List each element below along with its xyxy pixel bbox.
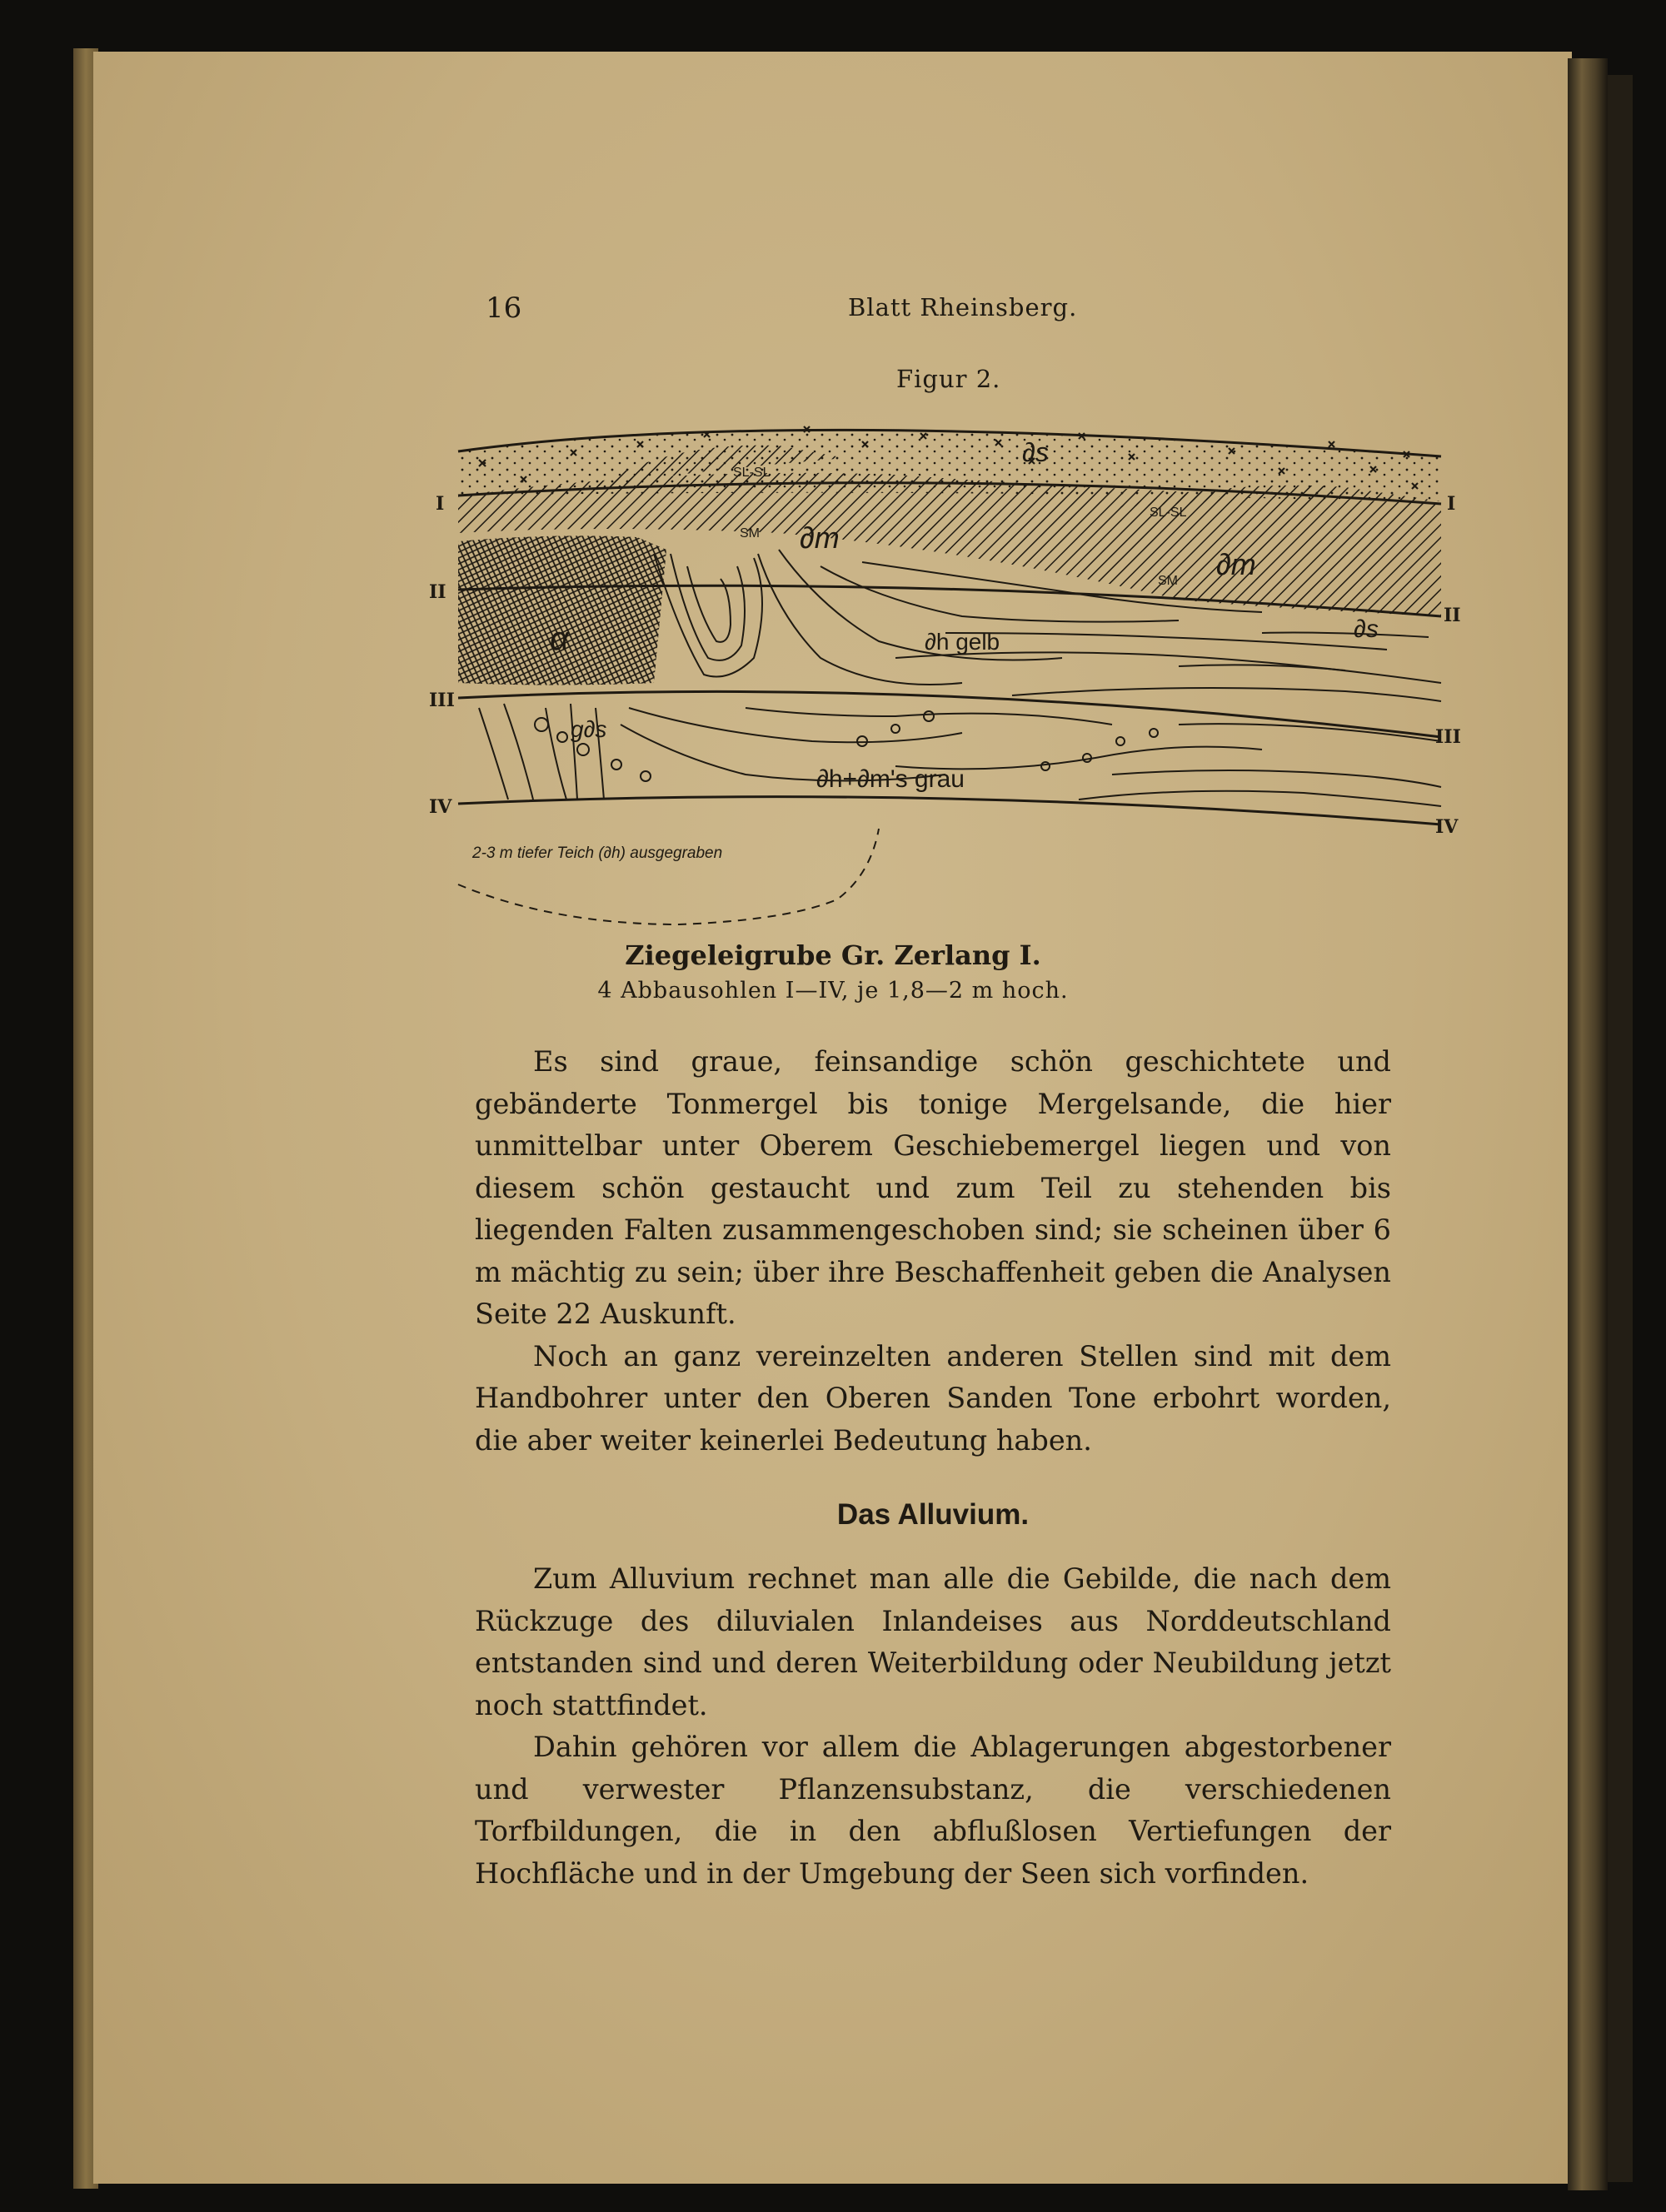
paragraph-peat-deposits: Dahin gehören vor allem die Ablagerungen abgestorbener und verwester Pflanzensubstanz, die verschiedenen Torfbildungen, die in den abflußlosen Vertiefungen der Hochfläche und in der Umgebung der Seen sich vorfinden. (475, 1731, 1391, 1890)
label-dh-dms-grau: ∂h+∂m's grau (816, 765, 965, 793)
alpha-block (458, 536, 666, 685)
figure-caption-title: Ziegeleigrube Gr. Zerlang I. (625, 939, 1041, 971)
next-page-shadow (1608, 75, 1633, 2182)
label-sm-left: SM (740, 526, 760, 541)
page-number: 16 (486, 291, 522, 325)
label-pond-note: 2-3 m tiefer Teich (∂h) ausgegraben (472, 844, 723, 862)
figure-label: Figur 2. (896, 365, 1001, 393)
label-ds-right: ∂s (1354, 615, 1379, 643)
body-text (475, 1041, 1391, 1895)
next-page-edge (1568, 58, 1608, 2190)
level-marker-IV-right: IV (1435, 816, 1459, 838)
label-gds: g∂s (571, 716, 607, 742)
figure-caption-subtitle: 4 Abbausohlen I—IV, je 1,8—2 m hoch. (597, 978, 1069, 1004)
level-marker-II-right: II (1444, 605, 1461, 626)
label-sl-left: SL-SL (733, 466, 771, 480)
level-marker-III-left: III (429, 690, 455, 711)
geological-section-figure (429, 408, 1462, 933)
pond-outline (458, 829, 879, 924)
level-marker-III-right: III (1435, 726, 1461, 748)
level-marker-IV-left: IV (429, 796, 452, 818)
level-marker-I-left: I (436, 493, 445, 515)
paragraph-clay-description: Es sind graue, feinsandige schön geschichtete und gebänderte Tonmergel bis tonige Mergelsande, die hier unmittelbar unter Oberem Geschiebemergel liegen und von diesem schön gestaucht und zum Teil zu stehenden bis liegenden Falten zusammengeschoben sind; sie scheinen über 6 m mächtig zu sein; über ihre Beschaffenheit geben die Analysen Seite 22 Auskunft. (475, 1045, 1391, 1330)
section-heading-alluvium: Das Alluvium. (836, 1498, 1030, 1531)
paragraph-handbohrer: Noch an ganz vereinzelten anderen Stellen sind mit dem Handbohrer unter den Oberen Sanden Tone erbohrt worden, die aber weiter keinerlei Bedeutung haben. (475, 1339, 1391, 1457)
paragraph-alluvium-definition: Zum Alluvium rechnet man alle die Gebilde, die nach dem Rückzuge des diluvialen Inlandeises aus Norddeutschland entstanden sind und deren Weiterbildung oder Neubildung jetzt noch stattfindet. (475, 1562, 1391, 1721)
label-dm-left: ∂m (800, 521, 840, 555)
label-sm-right: SM (1158, 574, 1178, 588)
level-marker-II-left: II (429, 581, 446, 603)
label-dm-right: ∂m (1216, 547, 1256, 581)
label-alpha: α (550, 620, 569, 657)
label-dh-gelb: ∂h gelb (925, 629, 1000, 655)
running-head: Blatt Rheinsberg. (848, 293, 1078, 321)
label-ds-top: ∂s (1022, 437, 1049, 467)
level-marker-I-right: I (1447, 493, 1456, 515)
label-sl-right: SL-SL (1150, 506, 1187, 520)
